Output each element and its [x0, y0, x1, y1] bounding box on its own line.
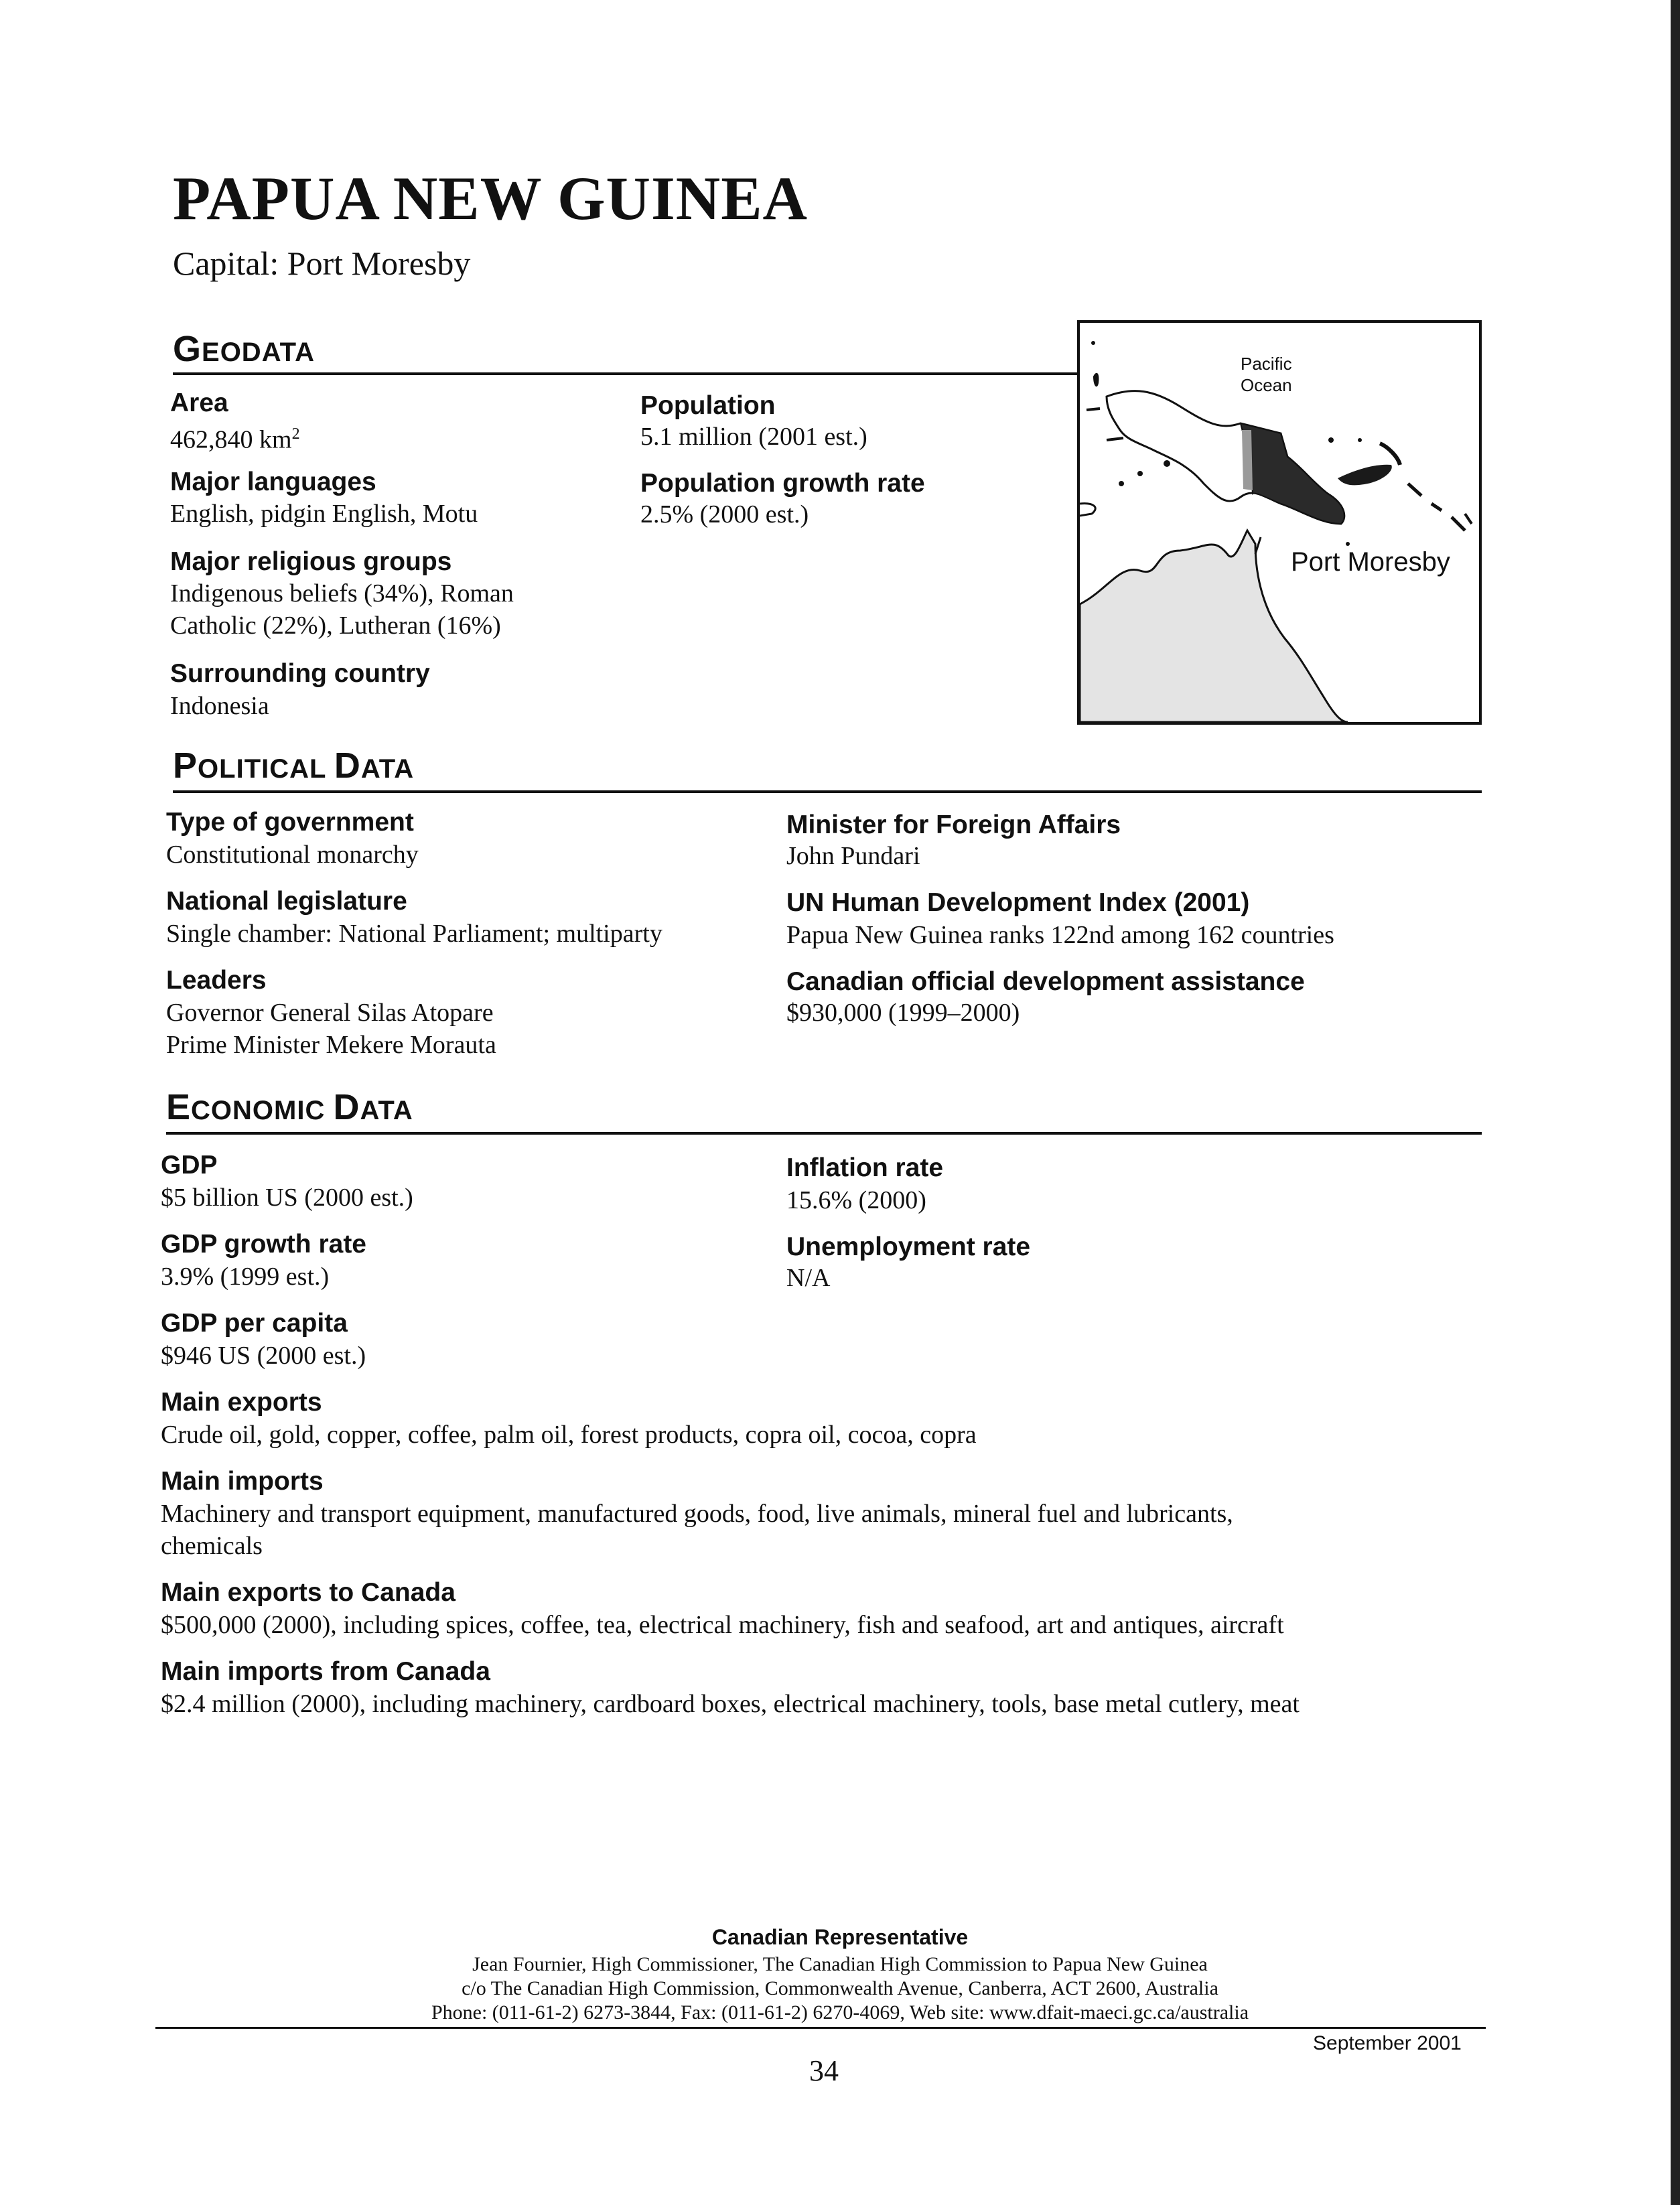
gdp-growth-label: GDP growth rate [161, 1230, 366, 1259]
island-dot-6 [1091, 341, 1095, 345]
scan-edge [1671, 0, 1680, 2205]
publication-date: September 2001 [1313, 2032, 1462, 2054]
oda-value: $930,000 (1999–2000) [786, 999, 1020, 1027]
gdp-value: $5 billion US (2000 est.) [161, 1184, 413, 1212]
economic-heading-initial-2: D [333, 1087, 360, 1127]
new-ireland-island [1380, 443, 1400, 465]
geodata-heading [173, 331, 315, 367]
main-exports-label: Main exports [161, 1388, 322, 1417]
leaders-value-line-2: Prime Minister Mekere Morauta [166, 1031, 496, 1059]
new-britain-island [1338, 465, 1392, 486]
population-growth-label: Population growth rate [640, 469, 925, 498]
island-dot-3 [1164, 460, 1170, 467]
hdi-value: Papua New Guinea ranks 122nd among 162 countries [786, 921, 1334, 949]
geodata-rule [173, 372, 1080, 375]
economic-heading-rest-2: ATA [360, 1096, 413, 1125]
main-imports-label: Main imports [161, 1467, 324, 1496]
western-islands-2 [1087, 409, 1100, 410]
sulawesi-hint [1080, 504, 1095, 516]
western-islands-1 [1093, 373, 1099, 386]
languages-value: English, pidgin English, Motu [170, 500, 478, 528]
port-moresby-label: Port Moresby [1291, 547, 1450, 577]
foreign-minister-value: John Pundari [786, 842, 920, 870]
leaders-value-line-1: Governor General Silas Atopare [166, 999, 494, 1027]
western-islands-3 [1107, 438, 1123, 440]
political-rule [173, 790, 1482, 793]
island-dot-5 [1358, 438, 1362, 442]
economic-heading-initial-1: E [166, 1087, 192, 1127]
island-dot-2 [1137, 471, 1143, 476]
solomon-islands-2 [1431, 504, 1442, 510]
border-hatch [1242, 430, 1253, 490]
area-label: Area [170, 388, 228, 417]
exports-to-canada-value: $500,000 (2000), including spices, coffee, tea, electrical machinery, fish and seafood, art and antiques, aircraft [161, 1611, 1284, 1639]
surrounding-label: Surrounding country [170, 659, 430, 688]
foreign-minister-label: Minister for Foreign Affairs [786, 810, 1121, 839]
area-value [170, 418, 300, 456]
geodata-heading-rest: EODATA [202, 338, 315, 367]
island-dot-4 [1328, 437, 1334, 443]
hdi-label: UN Human Development Index (2001) [786, 888, 1250, 917]
map-graphic [1080, 323, 1479, 722]
government-type-value: Constitutional monarchy [166, 841, 419, 869]
exports-to-canada-label: Main exports to Canada [161, 1578, 456, 1607]
footer-line-2: c/o The Canadian High Commission, Commonwealth Avenue, Canberra, ACT 2600, Australia [462, 1977, 1218, 1999]
ocean-label-line-1: Pacific [1241, 354, 1292, 374]
gdp-growth-value: 3.9% (1999 est.) [161, 1263, 330, 1291]
solomon-islands-1 [1408, 484, 1421, 496]
languages-label: Major languages [170, 468, 376, 496]
island-dot-7 [1346, 542, 1350, 546]
surrounding-value: Indonesia [170, 692, 269, 720]
area-unit-superscript: 2 [291, 425, 300, 443]
gdp-label: GDP [161, 1151, 218, 1180]
political-heading-initial-1: P [173, 745, 198, 786]
unemployment-value: N/A [786, 1264, 831, 1292]
inflation-label: Inflation rate [786, 1153, 944, 1182]
footer-line-1: Jean Fournier, High Commissioner, The Canadian High Commission to Papua New Guinea [472, 1953, 1208, 1975]
population-label: Population [640, 391, 776, 420]
oda-label: Canadian official development assistance [786, 967, 1305, 996]
economic-rule [166, 1132, 1482, 1135]
ocean-label-line-2: Ocean [1241, 375, 1292, 395]
solomon-islands-4 [1465, 514, 1472, 524]
footer-rule [155, 2027, 1486, 2029]
inflation-value: 15.6% (2000) [786, 1186, 926, 1214]
area-value-text: 462,840 km [170, 425, 292, 454]
population-value: 5.1 million (2001 est.) [640, 423, 867, 451]
legislature-value: Single chamber: National Parliament; multiparty [166, 920, 662, 948]
island-dot-1 [1119, 481, 1124, 486]
religions-value-line-2: Catholic (22%), Lutheran (16%) [170, 612, 501, 640]
geodata-heading-initial: G [173, 329, 202, 369]
main-exports-value: Crude oil, gold, copper, coffee, palm oil, forest products, copra oil, cocoa, copra [161, 1421, 977, 1449]
religions-value-line-1: Indigenous beliefs (34%), Roman [170, 579, 514, 608]
government-type-label: Type of government [166, 808, 414, 837]
main-imports-value-line-1: Machinery and transport equipment, manufactured goods, food, live animals, mineral fuel and lubricants, [161, 1500, 1233, 1528]
gdp-per-capita-value: $946 US (2000 est.) [161, 1342, 366, 1370]
gdp-per-capita-label: GDP per capita [161, 1309, 348, 1338]
capital-subtitle: Capital: Port Moresby [173, 244, 471, 282]
economic-heading [166, 1089, 413, 1125]
main-imports-value-line-2: chemicals [161, 1532, 263, 1560]
political-heading-initial-2: D [334, 745, 361, 786]
religions-label: Major religious groups [170, 547, 452, 576]
imports-from-canada-label: Main imports from Canada [161, 1657, 490, 1686]
legislature-label: National legislature [166, 887, 407, 916]
population-growth-value: 2.5% (2000 est.) [640, 500, 809, 528]
png-territory [1241, 423, 1344, 524]
footer-heading: Canadian Representative [711, 1925, 969, 1949]
economic-heading-rest-1: CONOMIC [191, 1096, 326, 1125]
solomon-islands-3 [1452, 517, 1465, 530]
page-number: 34 [809, 2054, 839, 2087]
political-heading [173, 745, 415, 786]
location-map [1077, 320, 1482, 725]
footer-line-3: Phone: (011-61-2) 6273-3844, Fax: (011-61-2) 6270-4069, Web site: www.dfait-maeci.gc.ca/australia [431, 2001, 1249, 2023]
political-heading-rest-2: ATA [360, 754, 415, 784]
political-heading-rest-1: OLITICAL [198, 754, 326, 784]
imports-from-canada-value: $2.4 million (2000), including machinery, cardboard boxes, electrical machinery, tools, base metal cutlery, meat [161, 1690, 1300, 1718]
page-title: PAPUA NEW GUINEA [173, 164, 808, 232]
leaders-label: Leaders [166, 966, 267, 995]
unemployment-label: Unemployment rate [786, 1232, 1031, 1261]
